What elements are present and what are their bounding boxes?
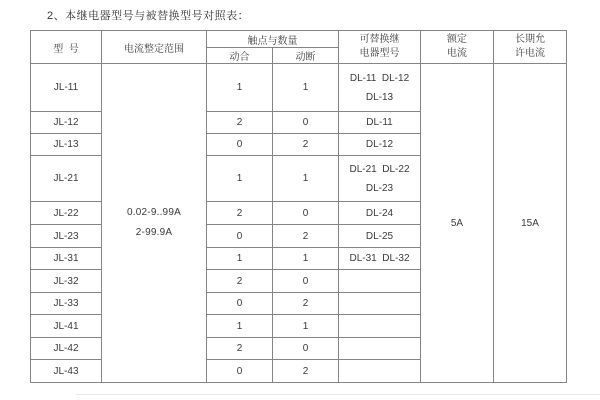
model-cell: JL-12 bbox=[31, 112, 102, 134]
table-row bbox=[31, 64, 567, 112]
header-model: 型 号 bbox=[31, 31, 102, 64]
nc-contact-count-cell: 2 bbox=[273, 134, 339, 156]
current-range-cell bbox=[102, 64, 207, 383]
relay-comparison-table bbox=[30, 30, 567, 383]
header-rated-current bbox=[421, 31, 494, 64]
no-contact-count-cell: 0 bbox=[207, 225, 273, 248]
no-contact-count-cell: 1 bbox=[207, 315, 273, 338]
header-normally-closed: 动断 bbox=[273, 48, 339, 64]
replaceable-line: DL-11 DL-12 bbox=[349, 72, 410, 84]
replaceable-cell bbox=[339, 293, 421, 315]
replaceable-line: DL-23 bbox=[365, 182, 394, 194]
model-cell: JL-33 bbox=[31, 293, 102, 315]
model-cell: JL-11 bbox=[31, 64, 102, 112]
replaceable-line: DL-12 bbox=[365, 139, 394, 150]
nc-contact-count-cell: 2 bbox=[273, 225, 339, 248]
allowed-current-cell: 15A bbox=[494, 64, 567, 383]
replaceable-cell bbox=[339, 360, 421, 383]
nc-contact-count-cell: 1 bbox=[273, 315, 339, 338]
page-bottom-divider bbox=[76, 394, 600, 395]
nc-contact-count-cell: 0 bbox=[273, 202, 339, 225]
no-contact-count-cell: 0 bbox=[207, 360, 273, 383]
replaceable-line: DL-31 DL-32 bbox=[349, 253, 410, 264]
nc-contact-count-cell: 1 bbox=[273, 64, 339, 112]
replaceable-cell bbox=[339, 112, 421, 134]
header-contacts-group: 触点与数量 bbox=[207, 31, 339, 48]
replaceable-cell bbox=[339, 248, 421, 270]
nc-contact-count-cell: 2 bbox=[273, 360, 339, 383]
replaceable-line: DL-13 bbox=[365, 91, 394, 103]
rated-current-cell: 5A bbox=[421, 64, 494, 383]
no-contact-count-cell: 1 bbox=[207, 248, 273, 270]
header-normally-open: 动合 bbox=[207, 48, 273, 64]
replaceable-cell bbox=[339, 270, 421, 293]
replaceable-cell bbox=[339, 134, 421, 156]
header-replaceable-line2: 电器型号 bbox=[359, 48, 400, 59]
model-cell: JL-21 bbox=[31, 156, 102, 202]
header-current-range: 电流整定范围 bbox=[102, 31, 207, 64]
header-allowed-line1: 长期允 bbox=[515, 34, 545, 45]
replaceable-cell bbox=[339, 202, 421, 225]
current-range-line1: 0.02-9..99A bbox=[127, 207, 181, 218]
nc-contact-count-cell: 1 bbox=[273, 248, 339, 270]
no-contact-count-cell: 0 bbox=[207, 293, 273, 315]
header-replaceable-line1: 可替换继 bbox=[359, 34, 400, 45]
model-cell: JL-31 bbox=[31, 248, 102, 270]
model-cell: JL-32 bbox=[31, 270, 102, 293]
replaceable-cell bbox=[339, 156, 421, 202]
nc-contact-count-cell: 0 bbox=[273, 338, 339, 360]
no-contact-count-cell: 1 bbox=[207, 64, 273, 112]
model-cell: JL-42 bbox=[31, 338, 102, 360]
replaceable-line: DL-25 bbox=[365, 230, 394, 242]
no-contact-count-cell: 2 bbox=[207, 202, 273, 225]
replaceable-cell bbox=[339, 338, 421, 360]
no-contact-count-cell: 1 bbox=[207, 156, 273, 202]
header-rated-line1: 额定 bbox=[447, 34, 467, 45]
no-contact-count-cell: 2 bbox=[207, 338, 273, 360]
nc-contact-count-cell: 0 bbox=[273, 270, 339, 293]
no-contact-count-cell: 2 bbox=[207, 270, 273, 293]
header-replaceable bbox=[339, 31, 421, 64]
model-cell: JL-23 bbox=[31, 225, 102, 248]
replaceable-line: DL-21 DL-22 bbox=[349, 163, 410, 175]
model-cell: JL-41 bbox=[31, 315, 102, 338]
header-allowed-line2: 许电流 bbox=[515, 48, 545, 59]
header-row-1 bbox=[31, 31, 567, 48]
replaceable-cell bbox=[339, 315, 421, 338]
model-cell: JL-22 bbox=[31, 202, 102, 225]
page-title: 2、本继电器型号与被替换型号对照表： bbox=[47, 10, 250, 22]
model-cell: JL-43 bbox=[31, 360, 102, 383]
header-allowed-current bbox=[494, 31, 567, 64]
current-range-line2: 2-99.9A bbox=[135, 227, 173, 238]
replaceable-cell bbox=[339, 225, 421, 248]
nc-contact-count-cell: 1 bbox=[273, 156, 339, 202]
model-cell: JL-13 bbox=[31, 134, 102, 156]
no-contact-count-cell: 2 bbox=[207, 112, 273, 134]
no-contact-count-cell: 0 bbox=[207, 134, 273, 156]
header-rated-line2: 电流 bbox=[447, 48, 467, 59]
replaceable-line: DL-24 bbox=[365, 207, 394, 219]
replaceable-line: DL-11 bbox=[366, 117, 393, 128]
replaceable-cell bbox=[339, 64, 421, 112]
nc-contact-count-cell: 0 bbox=[273, 112, 339, 134]
nc-contact-count-cell: 2 bbox=[273, 293, 339, 315]
